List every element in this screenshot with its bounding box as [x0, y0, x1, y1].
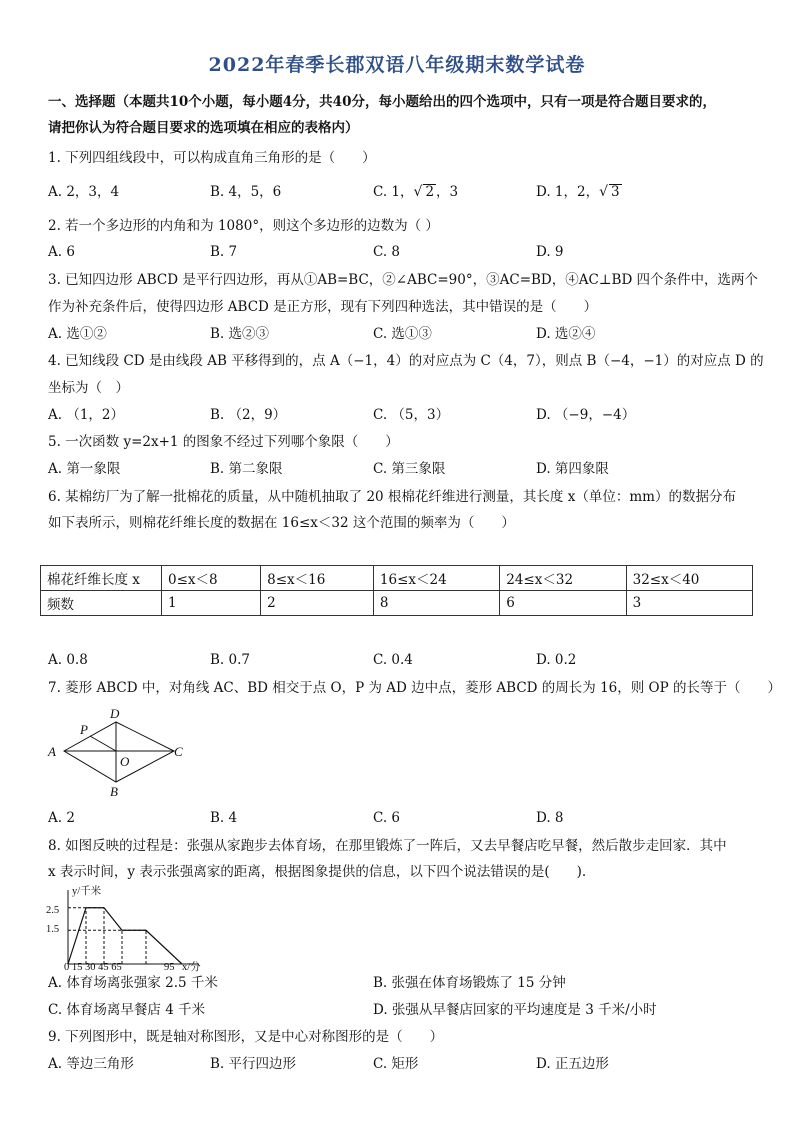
distance-time-graph — [44, 884, 214, 972]
table-header-cell: 24≤x＜32 — [500, 566, 626, 591]
q6-option-d: D. 0.2 — [536, 652, 577, 668]
q2-option-b: B. 7 — [210, 244, 238, 260]
q6-option-c: C. 0.4 — [373, 652, 413, 668]
q3-stem-line1: 3. 已知四边形 ABCD 是平行四边形，再从①AB=BC，②∠ABC=90°，③AC=BD，④AC⊥BD 四个条件中，选两个 — [48, 272, 759, 288]
q9-option-d: D. 正五边形 — [536, 1056, 609, 1072]
q8-option-a: A. 体育场离张强家 2.5 千米 — [48, 975, 218, 991]
q9-stem: 9. 下列图形中，既是轴对称图形，又是中心对称图形的是（ ） — [48, 1029, 444, 1045]
q7-stem: 7. 菱形 ABCD 中，对角线 AC、BD 相交于点 O，P 为 AD 边中点，菱形 ABCD 的周长为 16，则 OP 的长等于（ ） — [48, 680, 781, 696]
label-o: O — [120, 754, 130, 769]
q4-option-c: C. （5，3） — [373, 407, 450, 423]
q3-option-a: A. 选①② — [48, 326, 107, 342]
table-row-label: 频数 — [41, 591, 162, 616]
q9-option-c: C. 矩形 — [373, 1056, 419, 1072]
table-cell: 3 — [626, 591, 752, 616]
table-row — [41, 591, 753, 616]
x-tick-labels: 0 15 30 45 65 — [64, 962, 122, 972]
q6-option-b: B. 0.7 — [210, 652, 250, 668]
q2-option-a: A. 6 — [48, 244, 75, 260]
q1-option-a: A. 2，3，4 — [48, 184, 120, 200]
label-b: B — [110, 784, 118, 799]
q1-option-d: D. 1，2，√ 3 — [536, 184, 620, 200]
rhombus-diagram — [44, 704, 194, 800]
label-d: D — [110, 706, 120, 721]
label-c: C — [174, 744, 183, 759]
page-title: 2022年春季长郡双语八年级期末数学试卷 — [208, 54, 586, 76]
q7-option-b: B. 4 — [210, 810, 238, 826]
q4-stem-line2: 坐标为（ ） — [48, 380, 129, 396]
q3-option-d: D. 选②④ — [536, 326, 596, 342]
q4-option-b: B. （2，9） — [210, 407, 287, 423]
table-cell: 6 — [500, 591, 626, 616]
x-axis-label: x/分 — [182, 962, 201, 972]
q5-option-a: A. 第一象限 — [48, 461, 121, 477]
q5-option-d: D. 第四象限 — [536, 461, 609, 477]
q7-option-c: C. 6 — [373, 810, 401, 826]
q4-option-d: D. （−9，−4） — [536, 407, 636, 423]
y-tick-label: 1.5 — [46, 924, 60, 935]
q4-stem-line1: 4. 已知线段 CD 是由线段 AB 平移得到的，点 A（−1，4）的对应点为 C（4，7），则点 B（−4，−1）的对应点 D 的 — [48, 353, 764, 369]
table-header-cell: 0≤x＜8 — [162, 566, 261, 591]
q5-option-b: B. 第二象限 — [210, 461, 283, 477]
table-cell: 8 — [373, 591, 499, 616]
q5-option-c: C. 第三象限 — [373, 461, 446, 477]
q8-option-c: C. 体育场离早餐店 4 千米 — [48, 1002, 206, 1018]
y-tick-label: 2.5 — [46, 905, 60, 916]
table-header-cell: 棉花纤维长度 x — [41, 566, 162, 591]
q3-stem-line2: 作为补充条件后，使得四边形 ABCD 是正方形，现有下列四种选法，其中错误的是（ ） — [48, 299, 598, 315]
q2-option-d: D. 9 — [536, 244, 564, 260]
label-a: A — [48, 744, 56, 759]
section-heading-line1: 一、选择题（本题共10个小题，每小题4分，共40分，每小题给出的四个选项中，只有一项是符合题目要求的， — [48, 94, 716, 110]
q9-option-b: B. 平行四边形 — [210, 1056, 297, 1072]
section-heading-line2: 请把你认为符合题目要求的选项填在相应的表格内） — [48, 120, 359, 136]
series-line — [68, 908, 182, 964]
q8-option-d: D. 张强从早餐店回家的平均速度是 3 千米/小时 — [373, 1002, 657, 1018]
y-axis-label: y/千米 — [72, 886, 102, 897]
label-p: P — [80, 722, 88, 737]
q3-option-b: B. 选②③ — [210, 326, 270, 342]
q7-option-d: D. 8 — [536, 810, 564, 826]
q1-option-b: B. 4，5，6 — [210, 184, 282, 200]
table-cell: 2 — [261, 591, 374, 616]
q3-option-c: C. 选①③ — [373, 326, 432, 342]
q1-stem: 1. 下列四组线段中，可以构成直角三角形的是（ ） — [48, 150, 376, 166]
table-header-cell: 32≤x＜40 — [626, 566, 752, 591]
q8-stem-line1: 8. 如图反映的过程是：张强从家跑步去体育场，在那里锻炼了一阵后，又去早餐店吃早餐，然后散步走回家．其中 — [48, 838, 727, 854]
q1-option-c: C. 1，√ 2 ，3 — [373, 184, 459, 200]
q5-stem: 5. 一次函数 y=2x+1 的图象不经过下列哪个象限（ ） — [48, 434, 399, 450]
q6-stem-line1: 6. 某棉纺厂为了解一批棉花的质量，从中随机抽取了 20 根棉花纤维进行测量，其长度 x（单位：mm）的数据分布 — [48, 489, 736, 505]
q6-stem-line2: 如下表所示，则棉花纤维长度的数据在 16≤x＜32 这个范围的频率为（ ） — [48, 515, 515, 531]
table-row — [41, 566, 753, 591]
q6-option-a: A. 0.8 — [48, 652, 88, 668]
table-cell: 1 — [162, 591, 261, 616]
q2-stem: 2. 若一个多边形的内角和为 1080°，则这个多边形的边数为（ ） — [48, 218, 439, 234]
q7-option-a: A. 2 — [48, 810, 75, 826]
x-tick-label-end: 95 — [164, 962, 175, 972]
q4-option-a: A. （1，2） — [48, 407, 125, 423]
segment-op — [90, 736, 116, 751]
q2-option-c: C. 8 — [373, 244, 401, 260]
table-header-cell: 8≤x＜16 — [261, 566, 374, 591]
q8-option-b: B. 张强在体育场锻炼了 15 分钟 — [373, 975, 566, 991]
table-header-cell: 16≤x＜24 — [373, 566, 499, 591]
q9-option-a: A. 等边三角形 — [48, 1056, 134, 1072]
q8-stem-line2: x 表示时间，y 表示张强离家的距离，根据图象提供的信息，以下四个说法错误的是( ). — [48, 864, 587, 880]
frequency-table — [40, 565, 753, 616]
